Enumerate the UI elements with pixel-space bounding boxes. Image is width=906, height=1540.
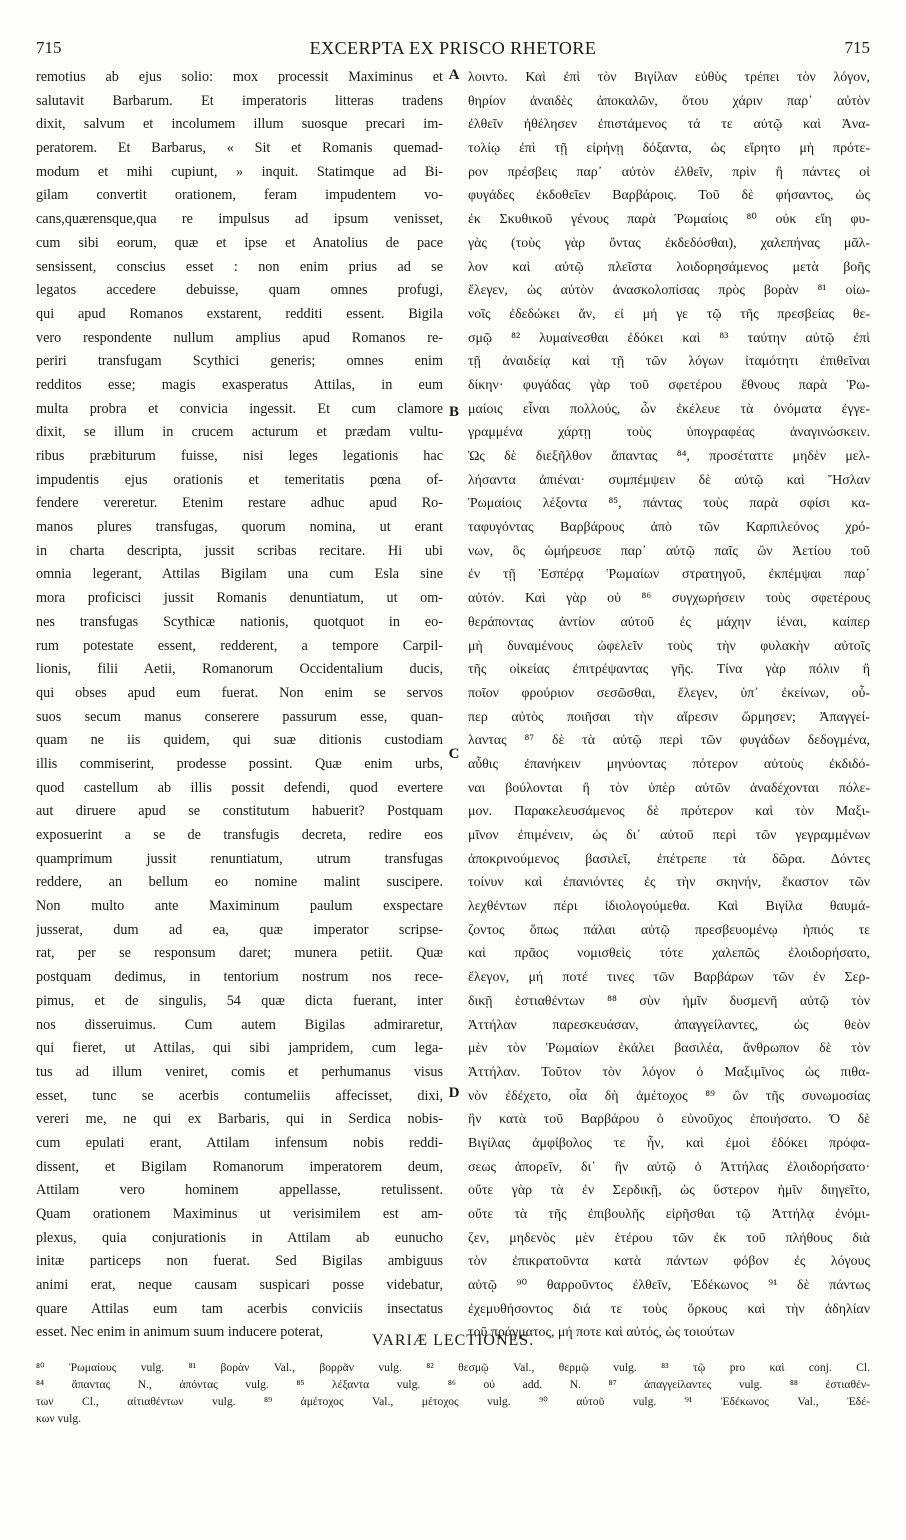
greek-text-line: γραμμένα χάρτῃ τοὺς ὑπογραφέας ἀναγινώσκειν. [468, 425, 870, 441]
latin-text-line: postquam dedimus, in tentorium nostrum nos rece- [36, 969, 443, 986]
greek-text-line: νων, ὃς ὡμήρευσε παρ᾽ αὐτῷ παῖς ὢν Ἀετίου τοῦ [468, 543, 870, 559]
greek-text-line: μον. Παρακελευσάμενος δὲ πρότερον καὶ τὸν Μαξι- [468, 804, 870, 820]
latin-text-line: gilam convertit orationem, feram impudentem vo- [36, 187, 443, 204]
latin-text-line: esset, tunc se acerbis contumeliis affecisset, dixi, [36, 1087, 443, 1104]
greek-text-line: ἐκ Σκυθικοῦ γένους παρὰ Ῥωμαίοις ⁸⁰ οὐκ εἴη φυ- [468, 212, 870, 228]
margin-marker-b: B [448, 404, 459, 420]
variae-lectiones-title: VARIÆ LECTIONES. [371, 1332, 535, 1349]
page-number-left: 715 [36, 38, 62, 57]
margin-marker-d: D [448, 1085, 460, 1101]
greek-text-line: ἐλθεῖν ἠθέλησεν ἐπιστάμενος τά τε αὐτῷ καὶ Ἀνα- [468, 117, 870, 133]
latin-text-line: Non multo ante Maximinum paulum exspectare [36, 898, 443, 915]
greek-text-line: ἣν κατὰ τοῦ Βαρβάρου ὁ εὐνοῦχος ἐποιήσατο. Ὁ δὲ [468, 1112, 870, 1128]
latin-text-line: redditos esse; magis exasperatus Attilas, in eum [36, 376, 443, 393]
greek-text-line: καὶ πρᾶος νομισθεὶς τότε χαλεπῶς ἐλοιδορήσατο, [468, 946, 870, 962]
latin-text-line: rat, per se responsum daret; munera petiit. Quæ [36, 945, 443, 962]
greek-column [468, 66, 870, 1345]
latin-text-line: dixit, se illum in crucem acturum et prædam vultu- [36, 424, 443, 441]
latin-text-line: quare Attilas eum tam acerbis conviciis insectatus [36, 1300, 443, 1317]
latin-text-line: fendere vereretur. Etenim restare adhuc apud Ro- [36, 495, 443, 512]
greek-text-line: λον καὶ αὐτῷ πλεῖστα λοιδορησάμενος μετὰ βοῆς [468, 259, 870, 275]
greek-text-line: λεχθέντων πέρι ἰδιολογούμεθα. Καὶ Βιγίλα θαυμά- [468, 899, 870, 915]
latin-text-line: plexus, quia conjurationis in Attilam ab eunucho [36, 1229, 443, 1246]
greek-text-line: ναι βούλονται ἢ τὸν ὑπὲρ αὐτῶν ἀναδέχονται πόλε- [468, 780, 870, 796]
greek-text-line: τοῦ πράγματος, μή ποτε καὶ αὐτός, ὡς τοιούτων [468, 1325, 735, 1341]
greek-text-line: περ αὐτὸς ποιῆσαι τὴν αἵρεσιν ὥρμησεν; Ἀπαγγεί- [468, 709, 870, 725]
latin-text-line: suos secum manus conserere passurum esse, quan- [36, 708, 443, 725]
variant-reading-line: ⁸⁰ Ῥωμαίους vulg. ⁸¹ βορὰν Val., βορρᾶν vulg. ⁸² θεσμῷ Val., θερμῷ vulg. ⁸³ τῷ pro καὶ conj. Cl. [36, 1361, 870, 1374]
variant-reading-line: ⁸⁴ ἅπαντας N., ἀπόντας vulg. ⁸⁵ λέξαντα vulg. ⁸⁶ οὐ add. N. ⁸⁷ ἀπαγγείλαντες vulg. ⁸⁸ ἑστιαθέν- [36, 1378, 870, 1391]
latin-text-line: cum epulati erant, Attilam infensum nobis reddi- [36, 1134, 443, 1151]
greek-text-line: ἀποκρινούμενος βασιλεῖ, ἐπέτρεπε τὰ δῶρα. Δόντες [468, 851, 870, 867]
greek-text-line: τῆς οἰκείας ἐπιτρέψαντας γῆς. Τίνα γὰρ πόλιν ἢ [468, 662, 870, 678]
latin-text-line: cum sibi eorum, quæ et ipse et Anatolius de pace [36, 234, 443, 251]
greek-text-line: σμῷ ⁸² λυμαίνεσθαι ἐδόκει καὶ ⁸³ ταύτην αὐτῷ ἐπὶ [468, 330, 870, 346]
latin-text-line: nos disseruimus. Cum autem Bigilas admiraretur, [36, 1016, 443, 1033]
greek-text-line: ἐχεμυθήσοντος διά τε τοὺς ὅρκους καὶ τὴν ἀδηλίαν [468, 1301, 870, 1317]
greek-text-line: φυγάδες ἐκδοθεῖεν Βαρβάροις. Τοῦ δὲ φήσαντος, ὡς [468, 188, 870, 204]
page-header [36, 38, 870, 62]
greek-text-line: νὸν ἐδέχετο, οἷα δὴ ἀμέτοχος ⁸⁹ ὢν τῆς συνωμοσίας [468, 1088, 870, 1104]
greek-text-line: οὔτε τὰ τῆς ἐπιβουλῆς εἰρῆσθαι τῷ Ἀττήλᾳ ἐνόμι- [468, 1207, 870, 1222]
latin-text-line: animi erat, neque causam suspicari posse videbatur, [36, 1277, 443, 1294]
greek-text-line: αὖθις ἐπανήκειν μηνύοντας πότερον αὐτοὺς ἐκδιδό- [468, 756, 870, 772]
greek-text-line: οὔτε γὰρ τὰ ἐν Σερδικῇ, ὡς ὕστερον ἡμῖν διηγεῖτο, [468, 1183, 870, 1199]
latin-text-line: sensissent, conscius esset : non enim prius ad se [36, 258, 443, 275]
latin-text-line: impudentis ejus orationis et temeritatis pœna of- [36, 471, 443, 488]
greek-text-line: μὲν τὸν Ῥωμαίων ἐκάλει βασιλέα, ἄνθρωπον δὲ τὸν [468, 1041, 870, 1057]
latin-text-line: quod castellum ab illis possit defendi, quod evertere [36, 779, 443, 796]
greek-text-line: ταφυγόντας Βαρβάρους ἀπὸ τῶν Καρπιλεόνος χρό- [468, 520, 870, 536]
greek-text-line: Ἀττήλαν. Τοῦτον τὸν λόγον ὁ Μαξιμῖνος ὡς πιθα- [468, 1064, 870, 1080]
latin-text-line: quamprimum jussit renuntiatum, utrum transfugas [36, 850, 443, 867]
page-number-right: 715 [844, 38, 870, 57]
variant-reading-line: των Cl., αἰτιαθέντων vulg. ⁸⁹ ἀμέτοχος Val., μέτοχος vulg. ⁹⁰ αὐτοῦ vulg. ⁹¹ Ἐδέκωνος Val., Ἐδέ- [36, 1395, 870, 1408]
greek-text-line: τῇ ἀναιδείᾳ καὶ τῇ τῶν λόγων ἰταμότητι ἐπιθεῖναι [468, 354, 870, 370]
latin-text-line: cans,quærensque,qua re impulsus ad ipsum venisset, [36, 211, 443, 228]
greek-text-line: Βιγίλας ἀμφίβολος τε ἦν, καὶ ἐμοὶ ἐδόκει πρόφα- [468, 1135, 870, 1151]
greek-text-line: λοιντο. Καὶ ἐπὶ τὸν Βιγίλαν εὐθὺς τρέπει τὸν λόγον, [468, 70, 870, 85]
greek-text-line: δικῇ ἑστιαθέντων ⁸⁸ σὺν ἡμῖν δυσμενῆ αὐτῷ τὸν [468, 993, 870, 1009]
latin-text-line: in charta descripta, jussit scribas recitare. Hi ubi [36, 542, 443, 559]
latin-text-line: remotius ab ejus solio: mox processit Maximinus et [36, 69, 443, 85]
greek-text-line: αὐτόν. Καὶ γὰρ οὐ ⁸⁶ συγχωρήσειν τοὺς σφετέρους [468, 591, 870, 607]
greek-text-line: ἔλεγον, μή ποτέ τινες τῶν Βαρβάρων τῶν ἐν Σερ- [468, 970, 870, 986]
running-title: EXCERPTA EX PRISCO RHETORE [309, 38, 597, 58]
greek-text-line: θεράποντας ἀντίον αὐτοῦ ἐς μάχην ἰέναι, καίπερ [468, 614, 870, 630]
latin-text-line: nes transfugas Scythicæ nationis, quotquot in eo- [36, 613, 443, 630]
greek-text-line: μῖνον ἐπιμένειν, ὡς δι᾽ αὐτοῦ περὶ τῶν γεγραμμένων [468, 828, 870, 843]
greek-text-line: λήσαντα ἀπιέναι· συμπέμψειν δὲ αὐτῷ καὶ Ἤσλαν [468, 472, 870, 488]
variant-reading-line: κων vulg. [36, 1412, 82, 1425]
latin-text-line: reddere, an bellum eo nomine malint suscipere. [36, 874, 443, 891]
latin-text-line: quam ne iis quidem, qui suæ ditionis custodiam [36, 732, 443, 749]
greek-text-line: ἔλεγεν, ὡς αὐτὸν ἀνασκολοπίσας πρὸς βορὰν ⁸¹ οἰω- [468, 283, 870, 299]
latin-text-line: rum potestate essent, redderent, a tempore Carpil- [36, 637, 443, 654]
margin-marker-c: C [448, 746, 460, 762]
latin-text-line: periri transfugam Scythici generis; omnes enim [36, 353, 443, 370]
greek-text-line: αὐτῷ ⁹⁰ θαρροῦντος ἐλθεῖν, Ἐδέκωνος ⁹¹ δὲ πάντως [468, 1278, 870, 1294]
greek-text-line: νοῖς ἐδεδώκει ἄν, εἰ μή γε τῷ τῆς πρεσβείας θε- [468, 306, 870, 322]
latin-text-line: manos plures transfugas, quorum nomina, ut erant [36, 519, 443, 536]
greek-text-line: Ἀττήλαν παρεσκευάσαν, ἀπαγγείλαντες, ὡς θεὸν [468, 1017, 870, 1033]
latin-text-line: jusserat, dum ad ea, quæ imperator scripse- [36, 921, 443, 938]
greek-text-line: λαντας ⁸⁷ δὲ τὰ αὐτῷ περὶ τῶν φυγάδων δεδογμένα, [468, 733, 870, 749]
greek-text-line: τὸν ἐπικρατοῦντα κατὰ πάντων φόβον ἐς λόγους [468, 1254, 870, 1270]
latin-text-line: legatos accedere debuisse, quam omnes profugi, [36, 282, 443, 299]
greek-text-line: ἐν τῇ Ἑσπέρᾳ Ῥωμαίων στρατηγοῦ, ἐκπέμψαι παρ᾽ [468, 567, 870, 583]
latin-text-line: qui obses apud eum fuerat. Non enim se servos [36, 684, 443, 701]
latin-text-line: qui fieret, ut Attilas, qui sibi jampridem, cum lega- [36, 1040, 443, 1057]
greek-text-line: ρον πρέσβεις παρ᾽ αὐτὸν ἐλθεῖν, πρὶν ἢ πάντες οἱ [468, 164, 870, 180]
latin-column [36, 66, 443, 1345]
latin-text-line: vereri me, ne qui ex Barbaris, qui in Serdica nobis- [36, 1111, 443, 1128]
latin-text-line: exposuerint a se de transfugis decreta, redire eos [36, 827, 443, 843]
latin-text-line: omnia legerant, Attilas Bigilam una cum Esla sine [36, 566, 443, 583]
greek-text-line: ποῖον φρούριον σεσῶσθαι, ἔλεγεν, ὑπ᾽ ἐκείνων, οὗ- [468, 685, 870, 701]
greek-text-line: ζεν, μηδενὸς μὲν ἑτέρου τῶν ἐκ τοῦ πλήθους διὰ [468, 1230, 870, 1246]
greek-text-line: μαίοις εἶναι πολλούς, ὧν ἐκέλευε τὰ ὀνόματα ἐγγε- [468, 401, 870, 417]
variae-lectiones [36, 1359, 870, 1427]
latin-text-line: pimus, et de singulis, 54 quæ dicta fuerant, inter [36, 992, 443, 1009]
latin-text-line: modum et mihi cupiunt, » inquit. Statimque ad Bi- [36, 163, 443, 180]
latin-text-line: dixit, salvum et incolumem illum suosque precari im- [36, 116, 443, 133]
latin-text-line: Attilam vero hominem appellasse, retulissent. [36, 1182, 443, 1199]
latin-text-line: vero respondente nullum amplius apud Romanos re- [36, 329, 443, 346]
greek-text-line: τολίῳ ἐπὶ τῇ εἰρήνῃ δόξαντα, ὡς εἴρητο μὴ πρότε- [468, 141, 870, 157]
latin-text-line: peratorem. Et Barbarus, « Sit et Romanis quemad- [36, 140, 443, 157]
latin-text-line: mora proficisci jussit Romanis denuntiatum, ut om- [36, 590, 443, 607]
margin-marker-a: A [448, 67, 460, 83]
greek-text-line: σεως ἀπορεῖν, δι᾽ ἣν αὐτῷ ὁ Ἀττήλας ἐλοιδορήσατο· [468, 1159, 870, 1175]
greek-text-line: Ὡς δὲ διεξῆλθον ἅπαντας ⁸⁴, προσέταττε μηδὲν μελ- [468, 449, 870, 464]
latin-text-line: dissent, et Bigilam Romanorum imperatorem deum, [36, 1158, 443, 1175]
latin-text-line: initæ particeps non fuerat. Sed Bigilas ambiguus [36, 1253, 443, 1270]
latin-text-line: lionis, filii Aetii, Romanorum Occidentalium ducis, [36, 661, 443, 678]
latin-text-line: esset. Nec enim in animum suum inducere poterat, [36, 1324, 324, 1341]
latin-text-line: tus ad illum veniret, comis et perhumanus visus [36, 1063, 443, 1080]
latin-text-line: illis commiserint, prodesse possint. Quæ enim urbs, [36, 755, 443, 772]
latin-text-line: qui apud Romanos exstarent, redditi essent. Bigila [36, 305, 443, 322]
latin-text-line: ribus præbiturum fuisse, nisi leges legationis hac [36, 448, 443, 464]
greek-text-line: μὴ δυναμένους ὠφελεῖν τοὺς τὴν φυλακὴν αὐτοῖς [468, 638, 870, 654]
greek-text-line: τοίνυν καὶ ἐπανιόντες ἐς τὴν σκηνήν, ἕκαστον τῶν [468, 875, 870, 891]
greek-text-line: ζοντος ὅπως πάλαι αὐτῷ πρεσβευομένῳ ἠπιός τε [468, 922, 870, 938]
greek-text-line: Ῥωμαίοις λέξοντα ⁸⁵, πάντας τοὺς παρὰ σφίσι κα- [468, 496, 870, 512]
greek-text-line: δίκην· φυγάδας γὰρ τοῦ σφετέρου ἔθνους παρὰ Ῥω- [468, 377, 870, 393]
greek-text-line: θηρίον ἀναιδὲς ἀποκαλῶν, ὅτου χάριν παρ᾽ αὐτὸν [468, 93, 870, 109]
latin-text-line: Quam orationem Maximinus ut verisimilem est am- [36, 1206, 443, 1222]
latin-text-line: multa probra et convicia ingessit. Et cum clamore [36, 400, 443, 417]
latin-text-line: salutavit Barbarum. Et imperatoris litteras tradens [36, 92, 443, 109]
greek-text-line: γὰς (τοὺς γὰρ ὄντας ἐκδεδόσθαι), χαλεπήνας μᾶλ- [468, 235, 870, 251]
latin-text-line: aut diruere apud se constitutum habuerit? Postquam [36, 803, 443, 820]
